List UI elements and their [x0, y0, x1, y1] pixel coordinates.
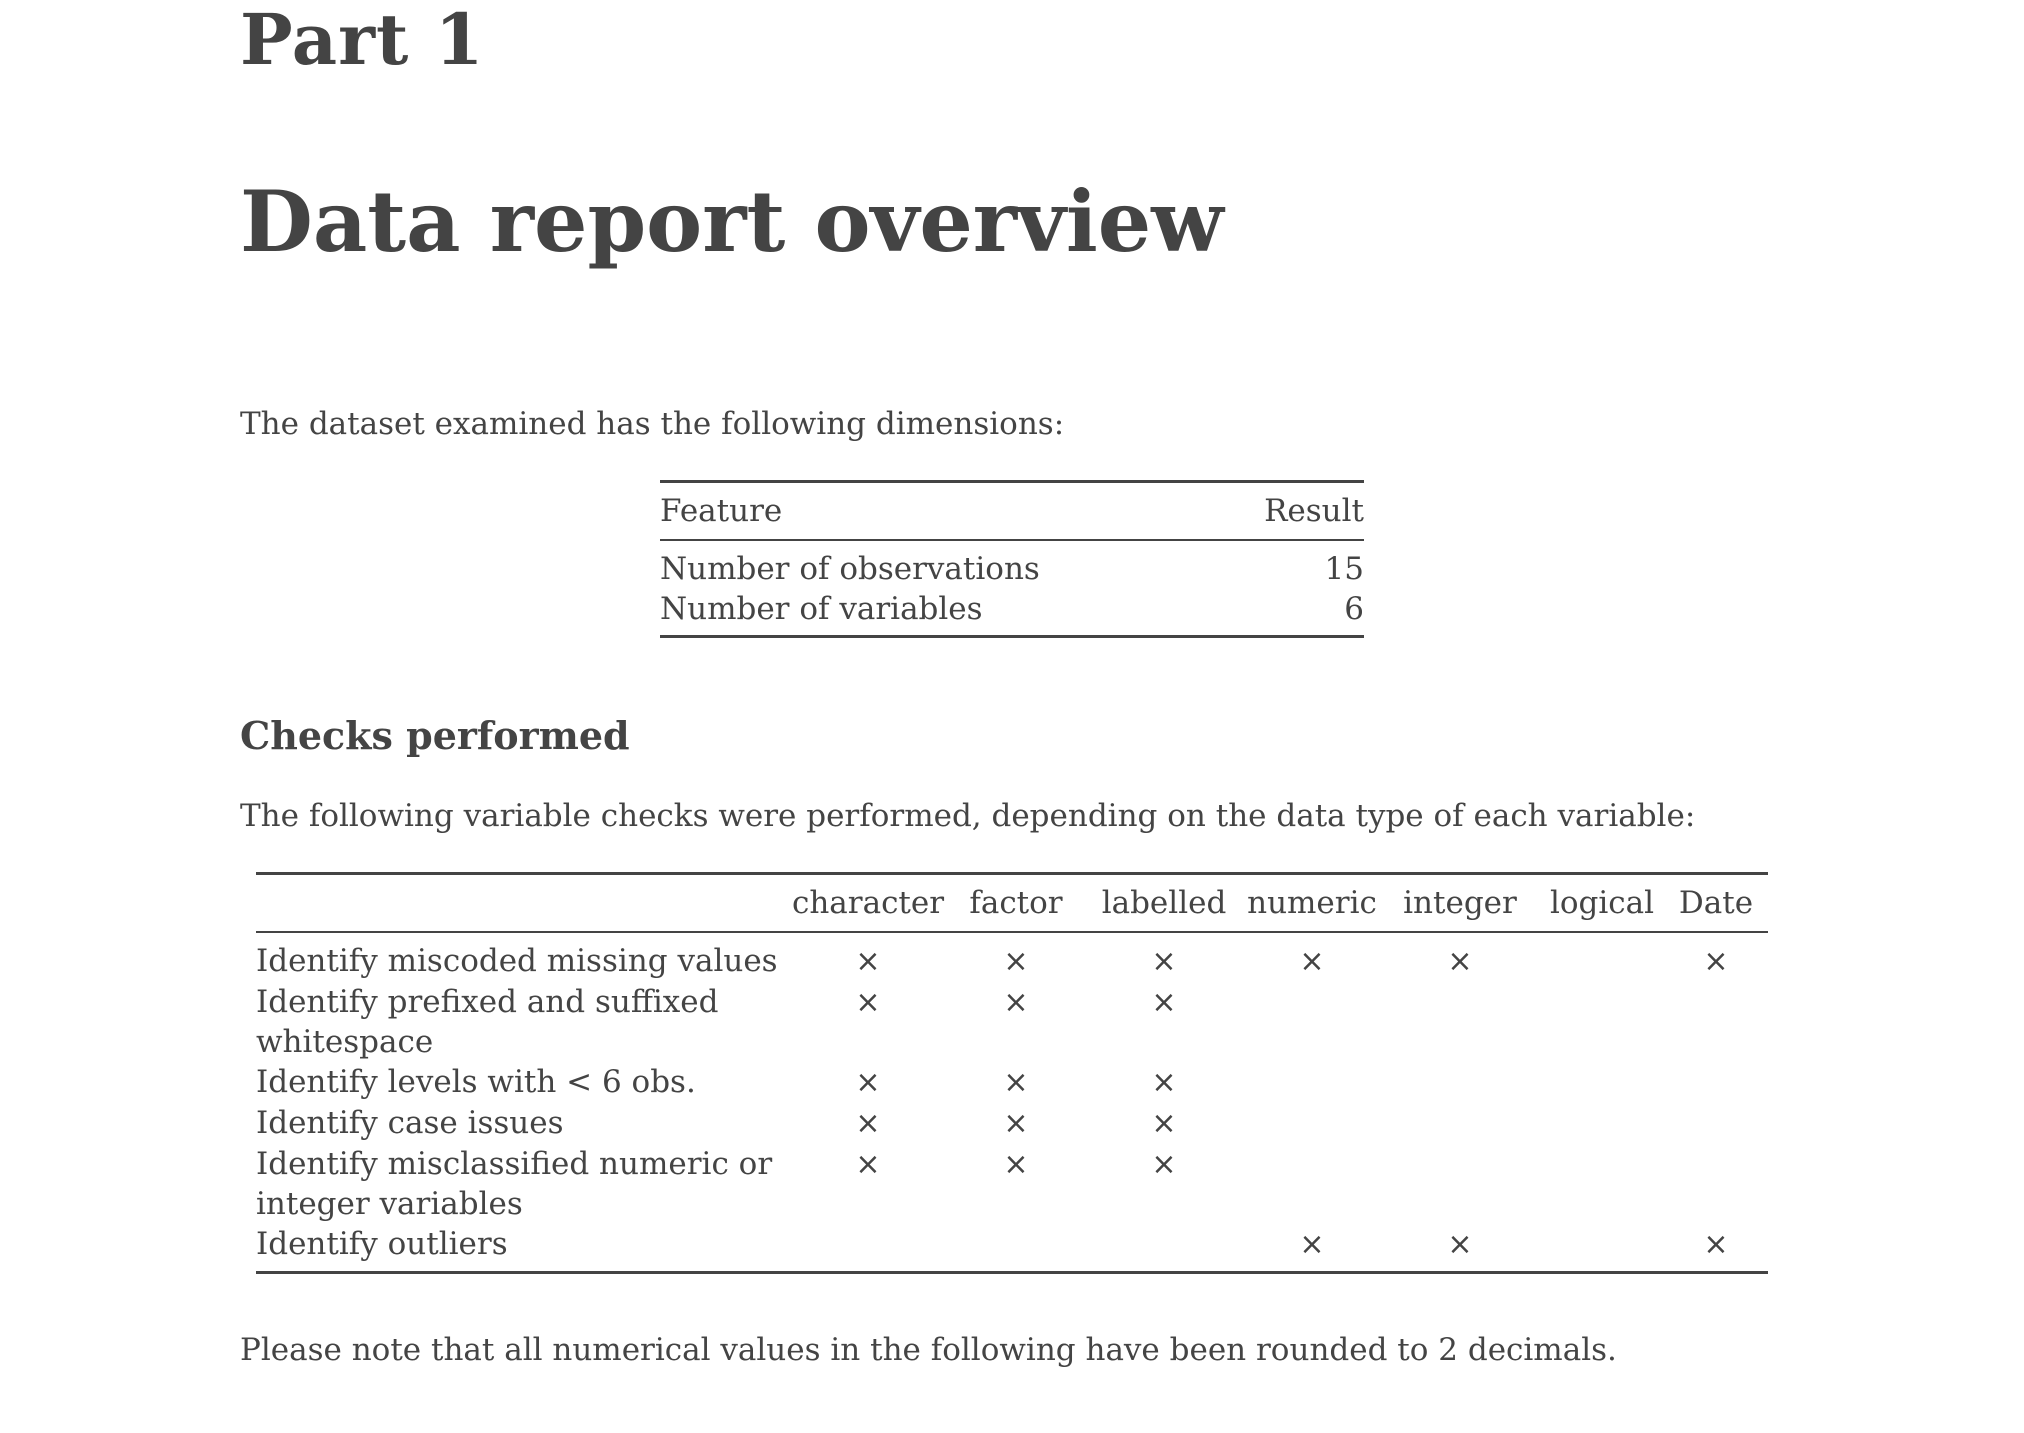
check-mark-icon: ×	[1447, 944, 1473, 979]
table-cell	[948, 982, 1084, 1062]
check-mark-icon: ×	[1003, 1065, 1029, 1100]
check-mark-icon: ×	[1299, 1227, 1325, 1262]
table-cell	[1664, 1144, 1768, 1224]
table-cell	[1244, 1144, 1380, 1224]
table-cell: 15	[1324, 551, 1364, 587]
table-cell	[1244, 1103, 1380, 1144]
column-header: integer	[1380, 874, 1540, 933]
check-mark-icon: ×	[855, 985, 881, 1020]
check-mark-icon: ×	[1003, 985, 1029, 1020]
check-mark-icon: ×	[1447, 1227, 1473, 1262]
check-mark-icon: ×	[855, 1106, 881, 1141]
table-row	[256, 1144, 1768, 1224]
check-name: Identify outliers	[256, 1224, 788, 1273]
table-row	[256, 1224, 1768, 1273]
table-cell	[1380, 1062, 1540, 1103]
checks-table	[256, 872, 1768, 1274]
page-title: Data report overview	[240, 172, 1224, 271]
table-cell	[1380, 1224, 1540, 1273]
column-header: factor	[948, 874, 1084, 933]
table-cell	[1664, 1103, 1768, 1144]
table-cell	[1084, 982, 1244, 1062]
table-cell	[788, 1103, 948, 1144]
table-row	[660, 589, 1364, 637]
table-cell	[1540, 1144, 1664, 1224]
check-name: Identify miscoded missing values	[256, 943, 778, 979]
table-row	[256, 1062, 1768, 1103]
table-cell: 6	[1217, 589, 1364, 637]
table-cell	[948, 1062, 1084, 1103]
check-mark-icon: ×	[1703, 1227, 1729, 1262]
rounding-note: Please note that all numerical values in the following have been rounded to 2 decimals.	[240, 1332, 1617, 1368]
column-header: character	[788, 874, 948, 933]
table-cell	[1244, 932, 1380, 982]
table-cell	[1540, 1062, 1664, 1103]
check-mark-icon: ×	[1003, 1147, 1029, 1182]
check-mark-icon: ×	[1151, 1147, 1177, 1182]
check-mark-icon: ×	[1151, 1065, 1177, 1100]
table-cell	[1664, 932, 1768, 982]
table-cell	[1380, 932, 1540, 982]
table-row	[256, 932, 1768, 982]
check-mark-icon: ×	[855, 1147, 881, 1182]
check-mark-icon: ×	[1299, 944, 1325, 979]
column-header: logical	[1540, 874, 1664, 933]
table-cell	[1244, 1062, 1380, 1103]
table-row	[256, 1103, 1768, 1144]
check-name: Identify case issues	[256, 1105, 564, 1141]
table-cell	[1084, 1062, 1244, 1103]
check-mark-icon: ×	[1151, 985, 1177, 1020]
table-cell	[948, 1224, 1084, 1273]
table-row	[660, 540, 1364, 589]
check-name: Identify misclassified numeric or integer variables	[256, 1146, 773, 1222]
checks-intro-paragraph: The following variable checks were performed, depending on the data type of each variable:	[240, 798, 1696, 834]
table-cell	[1540, 932, 1664, 982]
check-mark-icon: ×	[1703, 944, 1729, 979]
table-cell: Number of variables	[660, 589, 1217, 637]
column-header: Date	[1664, 874, 1768, 933]
table-cell	[1084, 1224, 1244, 1273]
check-name: Identify levels with < 6 obs.	[256, 1064, 696, 1100]
table-cell	[788, 982, 948, 1062]
table-cell	[1664, 1224, 1768, 1273]
table-cell	[788, 1062, 948, 1103]
check-mark-icon: ×	[1151, 1106, 1177, 1141]
table-cell	[948, 1144, 1084, 1224]
table-header-row	[256, 874, 1768, 933]
part-title: Part 1	[240, 0, 485, 81]
table-cell	[1244, 982, 1380, 1062]
column-header: labelled	[1084, 874, 1244, 933]
table-cell	[1084, 932, 1244, 982]
table-cell	[1664, 1062, 1768, 1103]
table-cell	[1664, 982, 1768, 1062]
check-mark-icon: ×	[855, 1065, 881, 1100]
table-row	[256, 982, 1768, 1062]
table-cell	[948, 932, 1084, 982]
table-cell	[1380, 1103, 1540, 1144]
table-cell	[1084, 1144, 1244, 1224]
check-mark-icon: ×	[1151, 944, 1177, 979]
table-cell	[788, 932, 948, 982]
check-name-header	[256, 874, 788, 933]
table-cell: Number of observations	[660, 551, 1040, 587]
table-cell	[1540, 982, 1664, 1062]
table-cell	[1540, 1224, 1664, 1273]
check-mark-icon: ×	[855, 944, 881, 979]
table-cell	[1244, 1224, 1380, 1273]
check-mark-icon: ×	[1003, 1106, 1029, 1141]
table-cell	[1380, 1144, 1540, 1224]
check-name: Identify prefixed and suffixed whitespace	[256, 984, 719, 1060]
column-header: Feature	[660, 482, 1217, 541]
table-cell	[788, 1224, 948, 1273]
table-cell	[1380, 982, 1540, 1062]
check-mark-icon: ×	[1003, 944, 1029, 979]
table-cell	[1540, 1103, 1664, 1144]
dimensions-table	[660, 480, 1364, 638]
column-header: Result	[1217, 482, 1364, 541]
column-header: numeric	[1244, 874, 1380, 933]
table-header-row	[660, 482, 1364, 541]
section-title: Checks performed	[240, 713, 630, 758]
table-cell	[788, 1144, 948, 1224]
intro-paragraph: The dataset examined has the following dimensions:	[240, 406, 1065, 442]
table-cell	[948, 1103, 1084, 1144]
table-cell	[1084, 1103, 1244, 1144]
